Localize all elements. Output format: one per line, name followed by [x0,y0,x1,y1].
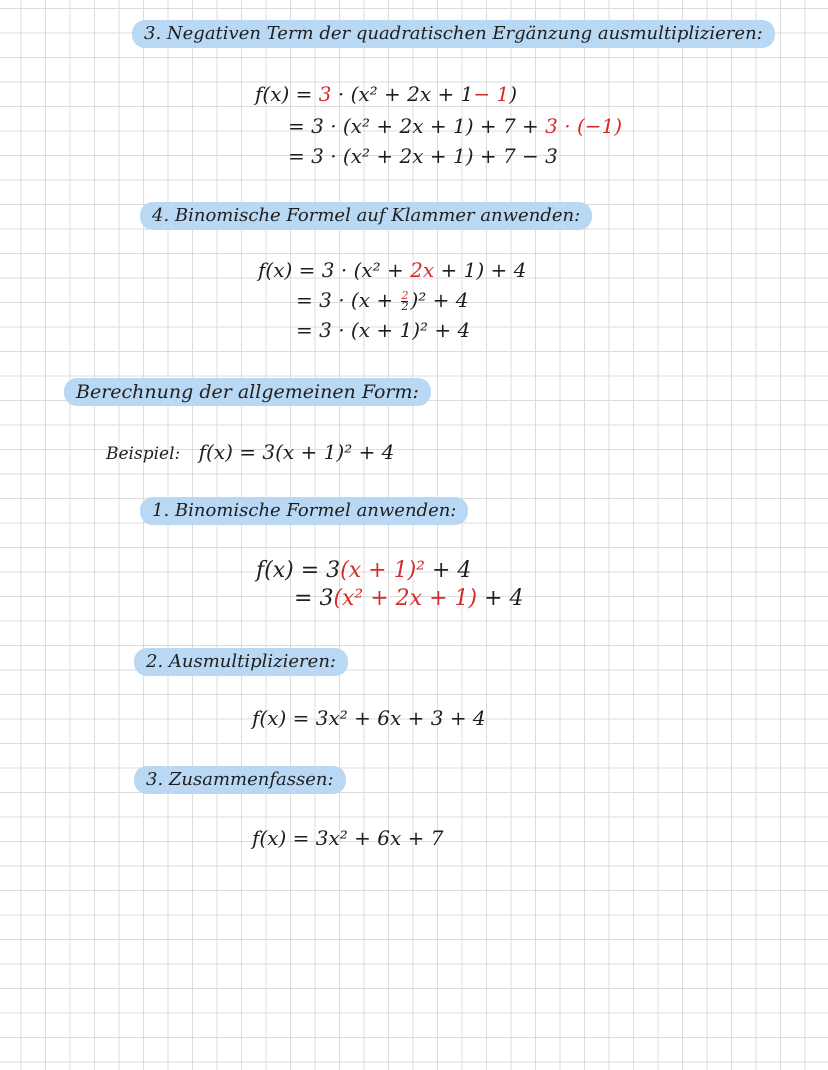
heading-step-1: 1. Binomische Formel anwenden: [140,497,468,525]
term-red: − 1 [473,82,510,106]
term-red: (x + 1)² [340,558,425,583]
term-red: 2x [410,258,435,282]
example-formula: f(x) = 3(x + 1)² + 4 [198,440,395,464]
example-line [106,440,394,464]
equation-line [288,114,622,138]
lhs: f(x) = [255,82,313,106]
term: 3 · (x² + [321,258,404,282]
equation-line [296,288,469,312]
lhs: = [294,586,313,611]
factor-red: 3 [318,82,332,106]
heading-step-2: 2. Ausmultiplizieren: [134,648,348,676]
heading-step-3: 3. Zusammenfassen: [134,766,346,794]
equation-line [255,82,517,106]
fraction [401,291,408,312]
fraction-numerator: 2 [401,289,409,302]
term-red: 3 · (−1) [545,114,623,138]
term: )² + 4 [410,288,469,312]
equation-line [288,144,558,168]
lhs: = [288,144,305,168]
term: 3 [319,586,334,611]
equation-line [258,258,526,282]
term: + 1) + 4 [440,258,527,282]
term: 3 · (x² + 2x + 1) + 7 − 3 [311,144,558,168]
example-label: Beispiel: [106,444,181,464]
equation-line: f(x) = 3x² + 6x + 7 [252,826,444,850]
heading-binomial-formula: 4. Binomische Formel auf Klammer anwenden: [140,202,592,230]
term: + 4 [431,558,472,583]
equation-line [294,586,524,611]
equation-line: f(x) = 3x² + 6x + 3 + 4 [252,706,486,730]
term: ) [509,82,518,106]
term: 3 · (x + [319,288,394,312]
equation-line [296,318,470,342]
term: 3 · (x + 1)² + 4 [319,318,471,342]
term: 3 · (x² + 2x + 1) + 7 + [311,114,539,138]
lhs: = [296,288,313,312]
heading-negative-term: 3. Negativen Term der quadratischen Ergänzung ausmultiplizieren: [132,20,775,48]
lhs: f(x) = [258,258,316,282]
lhs: = [288,114,305,138]
term-red: (x² + 2x + 1) [333,586,478,611]
term: 3 [326,558,341,583]
lhs: = [296,318,313,342]
heading-general-form: Berechnung der allgemeinen Form: [64,378,431,406]
equation-line [256,558,471,583]
term: + 4 [484,586,524,611]
fraction-denominator: 2 [401,300,409,313]
lhs: f(x) = [256,558,320,583]
term: · (x² + 2x + 1 [337,82,474,106]
